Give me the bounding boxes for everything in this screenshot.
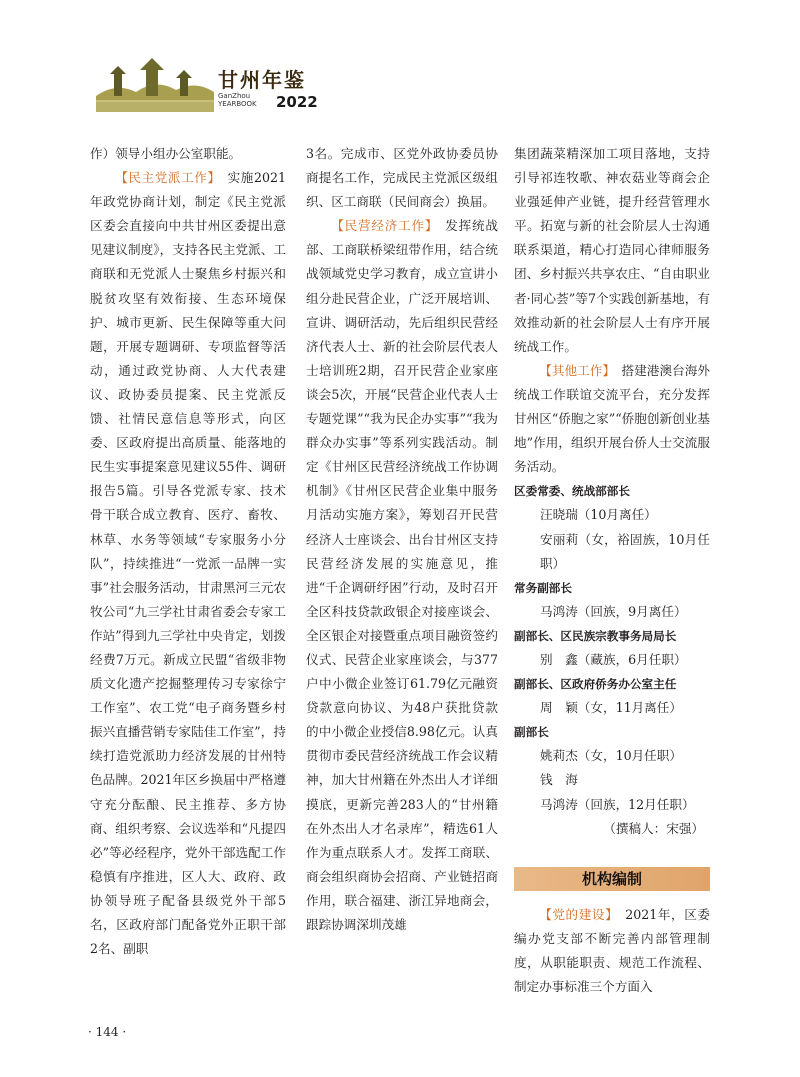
paragraph xyxy=(90,166,286,961)
page-number: · 144 · xyxy=(88,1025,127,1039)
author-credit: （撰稿人：宋强） xyxy=(603,820,704,836)
person-entry: 别 鑫（藏族，6月任职） xyxy=(540,651,687,667)
section-heading-band xyxy=(514,867,710,891)
person-entry: 马鸿涛（回族，12月任职） xyxy=(540,796,695,812)
person-entry: 钱 海 xyxy=(540,772,578,788)
paragraph-text: 搭建港澳台海外统战工作联谊交流平台，充分发挥甘州区“侨胞之家”“侨胞创新创业基地”作用，组织开展台侨人士交流服务活动。 xyxy=(514,362,711,475)
text-column-3 xyxy=(514,142,710,999)
section-tag: 【民主党派工作】 xyxy=(115,170,215,186)
paragraph-text: 实施2021年政党协商计划，制定《民主党派区委会直接向中共甘州区委提出意见建议制度》，支持各民主党派、工商联和无党派人士聚焦乡村振兴和脱贫攻坚有效衔接、生态环境保护、城市更新、民生保障等重大问题，开展专题调研、专项监督等活动，通过政党协商、人大代表建议、政协委员提案、民主党派反馈、社情民意信息等形式，向区委、区政府提出高质量、能落地的民生实事提案意见建议55件、调研报告5篇。引导各党派专家、技术骨干联合成立教育、医疗、畜牧、林草、水务等领域“专家服务小分队”，持续推进“一党派一品牌一实事”社会服务活动，甘肃黑河三元农牧公司“九三学社甘肃省委会专家工作站”得到九三学社中央肯定，划拨经费7万元。新成立民盟“省级非物质文化遗产挖掘整理传习专家徐宁工作室”、农工党“电子商务暨乡村振兴直播营销专家陆佳工作室”，持续打造党派助力经济发展的甘州特色品牌。2021年区乡换届中严格遵守充分酝酿、民主推荐、多方协商、组织考察、会议选举和“凡提四必”等必经程序，党外干部选配工作稳慎有序推进，区人大、政府、政协领导班子配备县级党外干部5名，区政府部门配备党外正职干部2名、副职 xyxy=(90,170,287,957)
paragraph xyxy=(514,903,710,999)
person-entry: 姚莉杰（女，10月任职） xyxy=(540,748,682,764)
paragraph xyxy=(514,359,710,479)
section-tag: 【其他工作】 xyxy=(539,362,609,378)
yearbook-subtitle-2: YEARBOOK xyxy=(218,100,257,108)
text-column-1 xyxy=(90,142,286,961)
yearbook-title: 甘州年鉴 xyxy=(218,68,306,92)
person-entry: 马鸿涛（回族，9月离任） xyxy=(540,603,687,619)
section-heading: 机构编制 xyxy=(581,869,642,888)
yearbook-year: 2022 xyxy=(276,93,318,111)
paragraph xyxy=(306,214,498,937)
person-entry: 周 颖（女，11月离任） xyxy=(540,700,682,716)
paragraph: 作）领导小组办公室职能。 xyxy=(90,146,242,161)
yearbook-header xyxy=(96,52,356,114)
pagoda-logo-icon xyxy=(96,52,214,112)
yearbook-subtitle-1: GanZhou xyxy=(218,92,251,100)
paragraph-text: 2021年，区委编办党支部不断完善内部管理制度，从职能职责、规范工作流程、制定办事标准三个方面入 xyxy=(514,906,710,994)
role-title: 副部长、区政府侨务办公室主任 xyxy=(514,677,677,692)
paragraph: 3名。完成市、区党外政协委员协商提名工作，完成民主党派区级组织、区工商联（民间商会）换届。 xyxy=(306,146,498,210)
person-entry: 安丽莉（女，裕固族，10月任职） xyxy=(540,531,710,571)
paragraph-text: 发挥统战部、工商联桥梁纽带作用，结合统战领域党史学习教育，成立宣讲小组分赴民营企业，广泛开展培训、宣讲、调研活动，先后组织民营经济代表人士、新的社会阶层代表人士培训班2期，召开民营企业家座谈会5次，开展“民营企业代表人士专题党课”“我为民企办实事”“我为群众办实事”等系列实践活动。制定《甘州区民营经济统战工作协调机制》《甘州区民营企业集中服务月活动实施方案》，筹划召开民营经济人士座谈会、出台甘州区支持民营经济发展的实施意见，推进“千企调研纾困”行动，及时召开全区科技贷款政银企对接座谈会、全区银企对接暨重点项目融资签约仪式、民营企业家座谈会，与377户中小微企业签订61.79亿元融资贷款意向协议、为48户获批贷款的中小微企业授信8.98亿元。认真贯彻市委民营经济统战工作会议精神，加大甘州籍在外杰出人才详细摸底，更新完善283人的“甘州籍在外杰出人才名录库”，精选61人作为重点联系人才。发挥工商联、商会组织商协会招商、产业链招商作用，联合福建、浙江异地商会，跟踪协调深圳茂雄 xyxy=(306,218,499,932)
section-tag: 【民营经济工作】 xyxy=(331,218,432,234)
section-tag: 【党的建设】 xyxy=(539,906,613,922)
role-title: 副部长、区民族宗教事务局局长 xyxy=(514,628,677,643)
role-title: 区委常委、统战部部长 xyxy=(514,484,630,499)
text-column-2 xyxy=(306,142,498,937)
role-title: 常务副部长 xyxy=(514,580,572,595)
role-title: 副部长 xyxy=(514,725,549,740)
person-entry: 汪晓瑞（10月离任） xyxy=(540,507,657,523)
paragraph: 集团蔬菜精深加工项目落地，支持引导祁连牧歌、神农菇业等商会企业强延伸产业链，提升经营管理水平。拓宽与新的社会阶层人士沟通联系渠道，精心打造同心律师服务团、乡村振兴共享农庄、“自由职业者·同心荟”等7个实践创新基地，有效推动新的社会阶层人士有序开展统战工作。 xyxy=(514,146,710,354)
